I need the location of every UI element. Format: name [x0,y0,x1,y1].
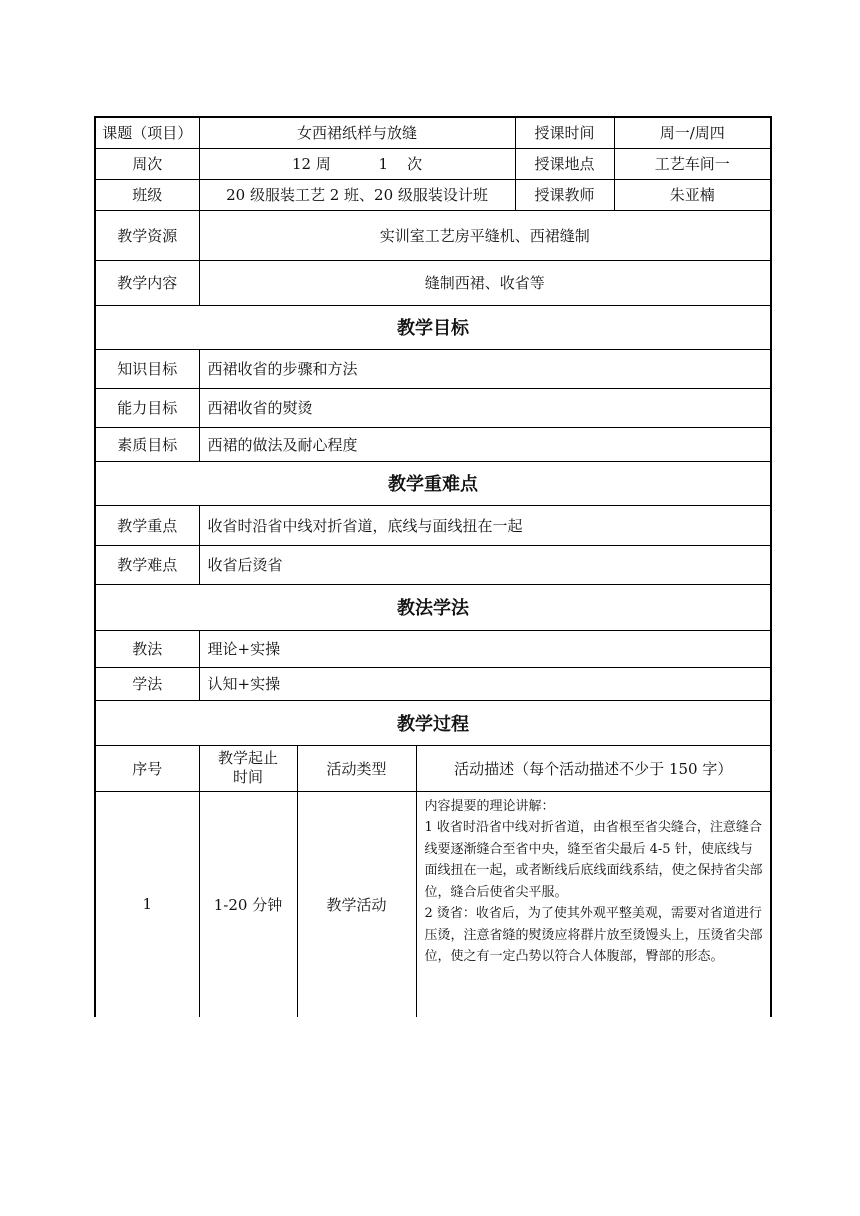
time-label: 授课时间 [515,117,614,148]
place-label: 授课地点 [515,148,614,179]
description-line: 2 烫省：收省后，为了使其外观平整美观，需要对省道进行压烫，注意省缝的熨烫应将群片放至烫馒头上，压烫省尖部位，使之有一定凸势以符合人体腹部，臀部的形态。 [424,906,763,964]
method-label: 学法 [95,667,199,700]
teacher-label: 授课教师 [515,179,614,210]
process-description [416,791,771,1017]
objectives-title: 教学目标 [95,305,771,349]
topic-value: 女西裙纸样与放缝 [199,117,515,148]
week-row [95,148,771,179]
keypoint-value: 收省时沿省中线对折省道，底线与面线扭在一起 [199,505,771,545]
content-label: 教学内容 [95,260,199,305]
time-value: 周一/周四 [614,117,771,148]
keypoint-label: 教学重点 [95,505,199,545]
class-row [95,179,771,210]
time-header [199,745,297,791]
teacher-value: 朱亚楠 [614,179,771,210]
objective-value: 西裙收省的步骤和方法 [199,349,771,388]
type-header: 活动类型 [297,745,416,791]
keypoints-title: 教学重难点 [95,461,771,505]
topic-row [95,117,771,148]
resources-value: 实训室工艺房平缝机、西裙缝制 [199,210,771,260]
method-value: 认知+实操 [199,667,771,700]
week-value: 12 周 1 次 [199,148,515,179]
keypoint-row [95,545,771,584]
objective-value: 西裙收省的熨烫 [199,388,771,427]
objective-row [95,427,771,461]
keypoint-value: 收省后烫省 [199,545,771,584]
time-header-line2: 时间 [232,768,263,786]
class-label: 班级 [95,179,199,210]
class-value: 20 级服装工艺 2 班、20 级服装设计班 [199,179,515,210]
method-value: 理论+实操 [199,630,771,667]
method-label: 教法 [95,630,199,667]
method-row [95,667,771,700]
objectives-heading-row [95,305,771,349]
desc-header: 活动描述（每个活动描述不少于 150 字） [416,745,771,791]
process-title: 教学过程 [95,700,771,745]
keypoint-row [95,505,771,545]
process-header-row [95,745,771,791]
process-heading-row [95,700,771,745]
process-time: 1-20 分钟 [199,791,297,1017]
process-row [95,791,771,1017]
process-type: 教学活动 [297,791,416,1017]
time-header-line1: 教学起止 [217,749,278,767]
methods-heading-row [95,584,771,630]
objective-label: 能力目标 [95,388,199,427]
week-label: 周次 [95,148,199,179]
keypoint-label: 教学难点 [95,545,199,584]
content-row [95,260,771,305]
lesson-plan-table [94,116,772,1017]
objective-row [95,388,771,427]
process-seq: 1 [95,791,199,1017]
seq-header: 序号 [95,745,199,791]
resources-row [95,210,771,260]
objective-label: 素质目标 [95,427,199,461]
method-row [95,630,771,667]
place-value: 工艺车间一 [614,148,771,179]
objective-label: 知识目标 [95,349,199,388]
topic-label: 课题（项目） [95,117,199,148]
resources-label: 教学资源 [95,210,199,260]
description-line: 1 收省时沿省中线对折省道，由省根至省尖缝合，注意缝合线要逐渐缝合至省中央，缝至省尖最后 4-5 针，使底线与面线扭在一起，或者断线后底线面线系结，使之保持省尖部位，缝合后使省尖平服。 [424,820,763,900]
description-line: 内容提要的理论讲解： [424,798,555,814]
methods-title: 教法学法 [95,584,771,630]
content-value: 缝制西裙、收省等 [199,260,771,305]
objective-row [95,349,771,388]
keypoints-heading-row [95,461,771,505]
objective-value: 西裙的做法及耐心程度 [199,427,771,461]
